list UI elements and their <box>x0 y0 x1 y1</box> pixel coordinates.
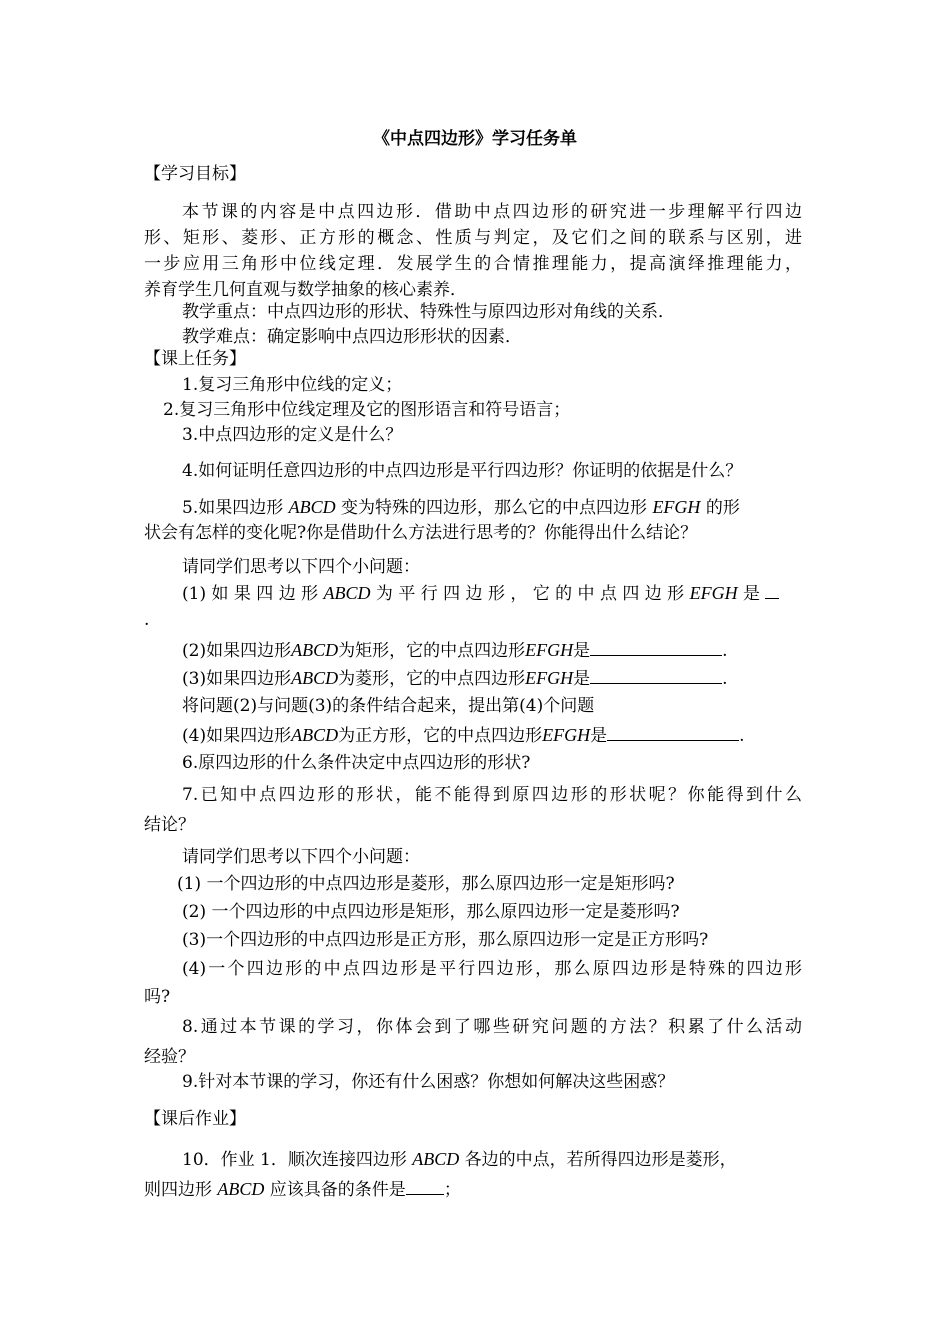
page-title: 《中点四边形》学习任务单 <box>373 129 577 149</box>
task-item: 3.中点四边形的定义是什么？ <box>182 425 403 445</box>
task-item: 8.通过本节课的学习，你体会到了哪些研究问题的方法？积累了什么活动 <box>182 1017 802 1037</box>
teaching-difficulty: 教学难点：确定影响中点四边形形状的因素． <box>182 327 522 347</box>
task-item: 1.复习三角形中位线的定义； <box>182 375 403 395</box>
task-item: 5.如果四边形 ABCD 变为特殊的四边形，那么它的中点四边形 EFGH 的形 <box>182 497 740 518</box>
task-item: 7.已知中点四边形的形状，能不能得到原四边形的形状呢？你能得到什么 <box>182 785 802 805</box>
subquestion-continued: 吗? <box>144 987 171 1007</box>
section-heading-homework: 【课后作业】 <box>144 1109 246 1129</box>
task-item-continued: 状会有怎样的变化呢?你是借助什么方法进行思考的？你能得出什么结论？ <box>144 523 698 543</box>
goals-paragraph-line: 本节课的内容是中点四边形．借助中点四边形的研究进一步理解平行四边 <box>182 202 802 222</box>
task-item: 9.针对本节课的学习，你还有什么困惑？你想如何解决这些困惑？ <box>182 1072 675 1092</box>
answer-blank[interactable] <box>590 667 722 684</box>
goals-paragraph-line: 养育学生几何直观与数学抽象的核心素养． <box>144 280 467 300</box>
task-item: 4.如何证明任意四边形的中点四边形是平行四边形？你证明的依据是什么？ <box>182 461 743 481</box>
section-heading-goals: 【学习目标】 <box>144 164 246 184</box>
subquestion: (2) 一个四边形的中点四边形是矩形，那么原四边形一定是菱形吗? <box>182 902 680 922</box>
task-item-continued: 结论？ <box>144 815 195 835</box>
homework-item-continued: 则四边形 ABCD 应该具备的条件是 ； <box>144 1179 461 1200</box>
task-item: 2.复习三角形中位线定理及它的图形语言和符号语言； <box>163 400 571 420</box>
subquestion: (4)一个四边形的中点四边形是平行四边形，那么原四边形是特殊的四边形 <box>182 959 802 979</box>
section-heading-tasks: 【课上任务】 <box>144 349 246 369</box>
subquestion: (2)如果四边形ABCD为矩形，它的中点四边形EFGH是 . <box>182 640 728 661</box>
homework-item: 10．作业 1．顺次连接四边形 ABCD 各边的中点，若所得四边形是菱形， <box>182 1149 737 1170</box>
subquestion: (3)如果四边形ABCD为菱形，它的中点四边形EFGH是 . <box>182 668 728 689</box>
subquestion-intro: 请同学们思考以下四个小问题： <box>182 557 420 577</box>
subquestion: (1) 一个四边形的中点四边形是菱形，那么原四边形一定是矩形吗? <box>177 874 675 894</box>
task-item: 6.原四边形的什么条件决定中点四边形的形状? <box>182 753 531 773</box>
task-item-continued: 经验？ <box>144 1047 195 1067</box>
answer-blank[interactable] <box>406 1178 444 1195</box>
subquestion: (4)如果四边形ABCD为正方形，它的中点四边形EFGH是 . <box>182 725 745 746</box>
subquestion-intro: 请同学们思考以下四个小问题： <box>182 847 420 867</box>
subquestion: (3)一个四边形的中点四边形是正方形，那么原四边形一定是正方形吗? <box>182 930 709 950</box>
subquestion: (1) 如 果 四 边 形 ABCD 为 平 行 四 边 形 ， 它 的 中 点 四 边 形 EFGH 是 <box>182 582 779 605</box>
teaching-focus: 教学重点：中点四边形的形状、特殊性与原四边形对角线的关系． <box>182 302 675 322</box>
subquestion-dot: . <box>144 610 150 630</box>
answer-blank[interactable] <box>607 724 739 741</box>
combine-note: 将问题(2)与问题(3)的条件结合起来，提出第(4)个问题 <box>182 696 595 716</box>
goals-paragraph-line: 形、矩形、菱形、正方形的概念、性质与判定，及它们之间的联系与区别，进 <box>144 228 802 248</box>
answer-blank[interactable] <box>765 582 779 599</box>
answer-blank[interactable] <box>590 639 722 656</box>
goals-paragraph-line: 一步应用三角形中位线定理．发展学生的合情推理能力，提高演绎推理能力， <box>144 254 802 274</box>
